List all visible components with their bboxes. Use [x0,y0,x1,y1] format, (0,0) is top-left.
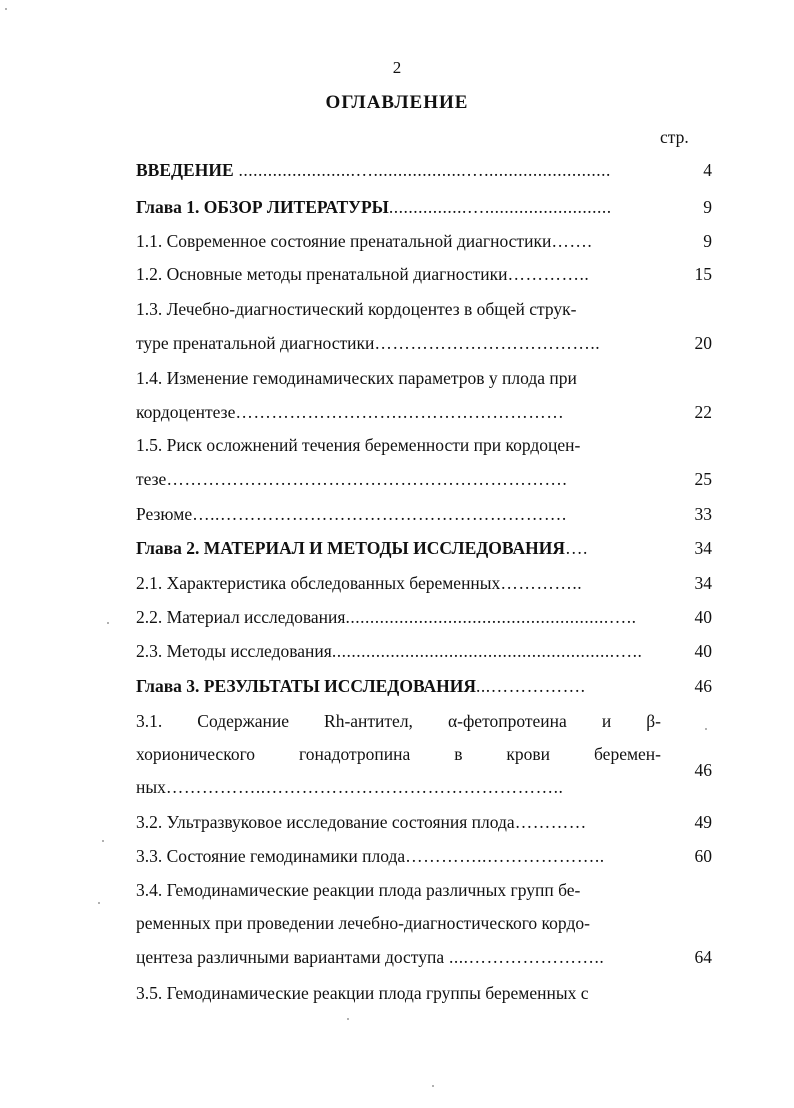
toc-page-number: 40 [694,641,712,661]
toc-page-number: 46 [694,760,712,780]
toc-page-number: 9 [703,197,712,217]
toc-page-number: 22 [694,402,712,422]
scan-speck [705,728,707,730]
scan-speck [347,1018,349,1020]
scan-speck [5,8,7,10]
toc-page-number: 46 [694,676,712,696]
page-number: 2 [392,58,402,77]
toc-entry-3-1-line2: хорионического гонадотропина в крови беремен- [136,744,661,764]
toc-page-number: 33 [694,504,712,524]
scan-speck [102,840,104,842]
scan-speck [107,622,109,624]
toc-page-number: 40 [694,607,712,627]
toc-page-number: 34 [694,538,712,558]
toc-page-number: 49 [694,812,712,832]
toc-entry-3-4-line2: ременных при проведении лечебно-диагностического кордо- [136,913,590,933]
toc-page-number: 9 [703,231,712,251]
toc-entry-1-3-line1: 1.3. Лечебно-диагностический кордоцентез в общей струк- [136,299,577,319]
toc-page-number: 20 [694,333,712,353]
toc-page-number: 25 [694,469,712,489]
toc-page-number: 60 [694,846,712,866]
toc-page-number: 15 [694,264,712,284]
scan-speck [98,902,100,904]
toc-entry-3-5-line1: 3.5. Гемодинамические реакции плода группы беременных с [136,983,589,1003]
toc-page-number: 4 [703,160,712,180]
toc-entry-3-4-line1: 3.4. Гемодинамические реакции плода различных групп бе- [136,880,581,900]
toc-entry-1-5-line1: 1.5. Риск осложнений течения беременности при кордоцен- [136,435,581,455]
toc-page-number: 64 [694,947,712,967]
page-column-label: стр. [660,127,689,147]
toc-entry-1-4-line1: 1.4. Изменение гемодинамических параметров у плода при [136,368,577,388]
toc-entry-3-1-line1: 3.1. Содержание Rh-антител, α-фетопротеина и β- [136,711,661,731]
toc-page-number: 34 [694,573,712,593]
scan-speck [432,1085,434,1087]
page-title: ОГЛАВЛЕНИЕ [325,92,469,113]
